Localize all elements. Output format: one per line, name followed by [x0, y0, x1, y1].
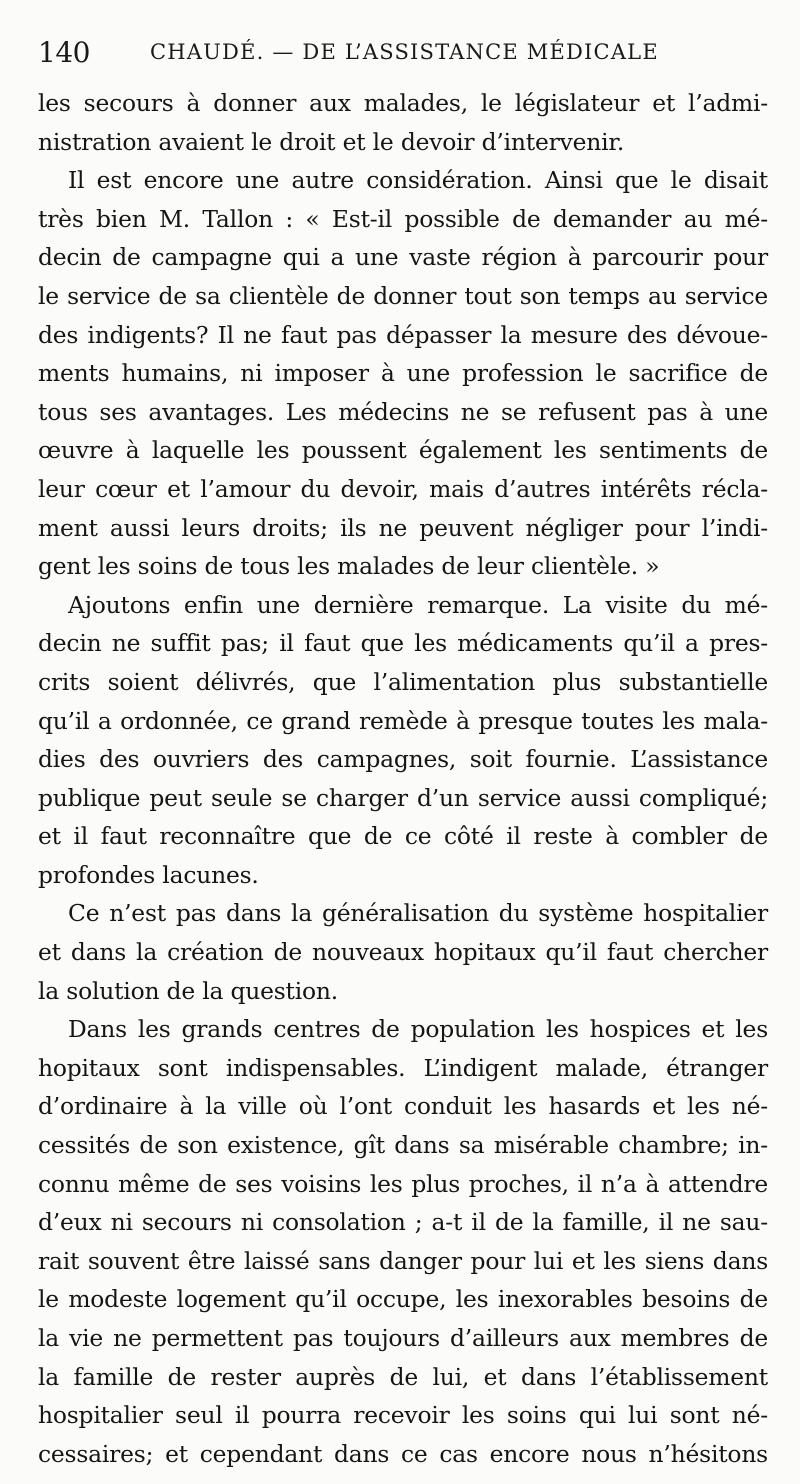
- text-line: cessités de son existence, gît dans sa misérable chambre; in-: [38, 1131, 768, 1160]
- text-line: d’ordinaire à la ville où l’ont conduit les hasards et les né-: [38, 1092, 768, 1121]
- text-line: dies des ouvriers des campagnes, soit fournie. L’assistance: [38, 745, 768, 774]
- text-line: Il est encore une autre considération. Ainsi que le disait: [68, 166, 768, 195]
- text-line: crits soient délivrés, que l’alimentation plus substantielle: [38, 667, 768, 696]
- text-line: ment aussi leurs droits; ils ne peuvent négliger pour l’indi-: [38, 513, 768, 542]
- running-head: CHAUDÉ. — DE L’ASSISTANCE MÉDICALE: [150, 40, 659, 64]
- text-line: gent les soins de tous les malades de leur clientèle. »: [38, 552, 660, 581]
- text-line: nistration avaient le droit et le devoir d’intervenir.: [38, 127, 625, 156]
- text-line: Ajoutons enfin une dernière remarque. La visite du mé-: [68, 590, 768, 619]
- page-header: [38, 36, 758, 76]
- text-line: qu’il a ordonnée, ce grand remède à presque toutes les mala-: [38, 706, 768, 735]
- text-line: publique peut seule se charger d’un service aussi compliqué;: [38, 783, 768, 812]
- text-line: cessaires; et cependant dans ce cas encore nous n’hésitons: [38, 1439, 768, 1468]
- text-line: la vie ne permettent pas toujours d’ailleurs aux membres de: [38, 1324, 768, 1352]
- text-line: très bien M. Tallon : « Est-il possible de demander au mé-: [38, 204, 768, 233]
- text-line: hospitalier seul il pourra recevoir les soins qui lui sont né-: [38, 1401, 768, 1430]
- text-line: rait souvent être laissé sans danger pour lui et les siens dans: [38, 1246, 768, 1275]
- text-line: tous ses avantages. Les médecins ne se refusent pas à une: [38, 397, 768, 426]
- text-line: d’eux ni secours ni consolation ; a-t il de la famille, il ne sau-: [38, 1208, 768, 1237]
- text-line: decin ne suffit pas; il faut que les médicaments qu’il a pres-: [38, 629, 768, 658]
- text-line: et il faut reconnaître que de ce côté il reste à combler de: [38, 822, 768, 851]
- body-text: [38, 84, 768, 1473]
- text-line: ments humains, ni imposer à une profession le sacrifice de: [38, 359, 768, 388]
- text-line: la solution de la question.: [38, 976, 339, 1005]
- text-line: les secours à donner aux malades, le législateur et l’admi-: [38, 89, 768, 117]
- text-line: leur cœur et l’amour du devoir, mais d’autres intérêts récla-: [38, 474, 768, 503]
- text-line: et dans la création de nouveaux hopitaux qu’il faut chercher: [38, 938, 768, 967]
- text-line: Dans les grands centres de population les hospices et les: [68, 1015, 768, 1044]
- text-line: profondes lacunes.: [38, 860, 259, 889]
- text-line: des indigents? Il ne faut pas dépasser la mesure des dévoue-: [38, 320, 768, 349]
- text-line: Ce n’est pas dans la généralisation du système hospitalier: [68, 899, 768, 928]
- page-number: 140: [38, 36, 90, 69]
- text-line: œuvre à laquelle les poussent également les sentiments de: [38, 436, 768, 465]
- text-line: le modeste logement qu’il occupe, les inexorables besoins de: [38, 1285, 768, 1314]
- text-line: hopitaux sont indispensables. L’indigent malade, étranger: [38, 1053, 768, 1082]
- text-line: decin de campagne qui a une vaste région à parcourir pour: [38, 243, 768, 272]
- text-line: connu même de ses voisins les plus proches, il n’a à attendre: [38, 1169, 768, 1198]
- text-line: la famille de rester auprès de lui, et dans l’établissement: [38, 1362, 768, 1391]
- text-line: le service de sa clientèle de donner tout son temps au service: [38, 281, 768, 310]
